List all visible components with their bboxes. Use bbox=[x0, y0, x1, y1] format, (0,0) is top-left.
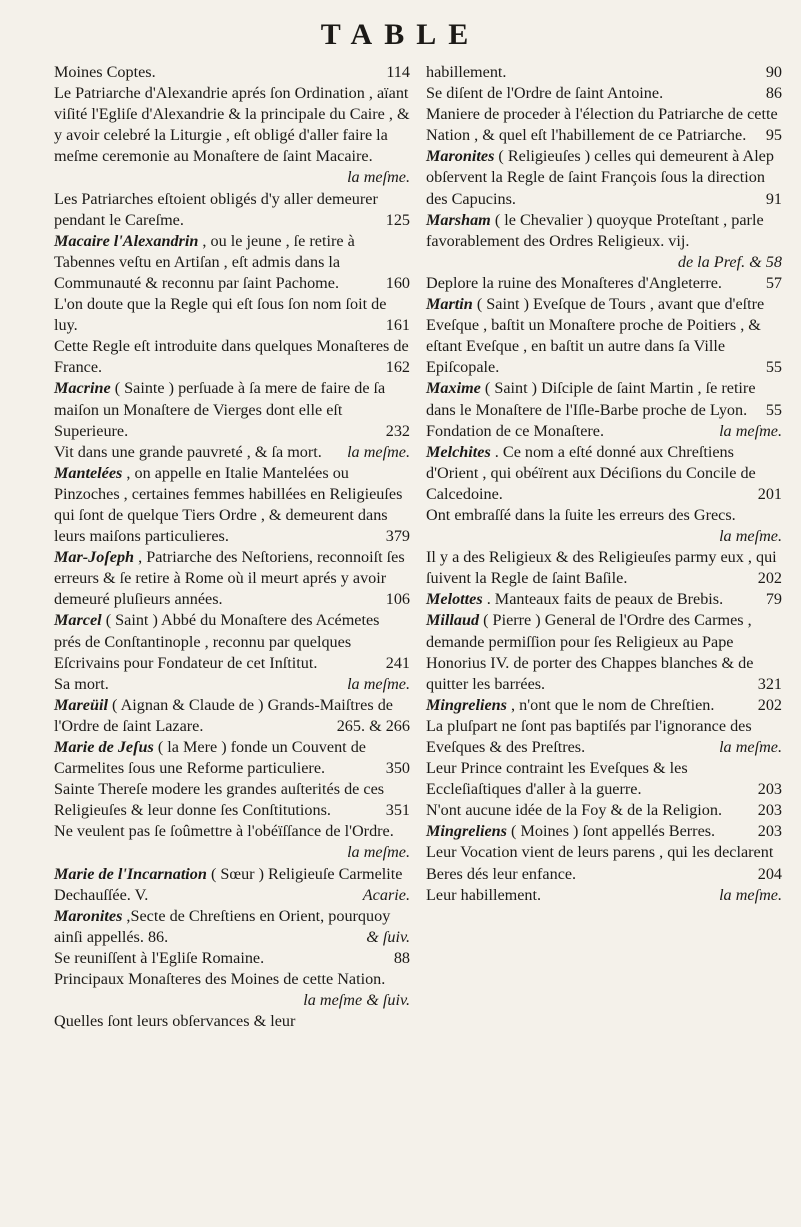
entry-text: La pluſpart ne ſont pas baptiſés par l'ignorance des Eveſques & des Preſtres. bbox=[426, 716, 752, 756]
entry-term: Maronites bbox=[54, 906, 127, 925]
entry-term: Macaire l'Alexandrin bbox=[54, 231, 203, 250]
entry-page-number: 350 bbox=[385, 759, 410, 778]
entry-term: Marie de l'Incarnation bbox=[54, 864, 211, 883]
index-entry bbox=[426, 421, 782, 442]
index-entry bbox=[426, 146, 782, 209]
entry-page-number: 202 bbox=[757, 695, 782, 714]
index-entry bbox=[426, 695, 782, 716]
entry-page-number: 125 bbox=[385, 210, 410, 229]
index-entry bbox=[54, 378, 410, 441]
entry-text: Ne veulent pas ſe ſoûmettre à l'obéïſſance de l'Ordre. bbox=[54, 822, 394, 841]
entry-term: Martin bbox=[426, 295, 477, 314]
entry-text: Vit dans une grande pauvreté , & ſa mort. bbox=[54, 442, 322, 461]
index-entry bbox=[54, 864, 410, 906]
entry-text: ( Saint ) Abbé du Monaſtere des Acémetes prés de Conſtantinople , reconnu par quelques Eſcrivains pour Fondateur de cet Inſtitut. bbox=[54, 611, 380, 672]
entry-text: Moines Coptes. bbox=[54, 63, 156, 81]
entry-reference: de la Pref. & 58 bbox=[677, 252, 782, 271]
entry-reference: la meſme & ſuiv. bbox=[303, 991, 410, 1010]
index-entry bbox=[426, 294, 782, 378]
index-entry bbox=[54, 336, 410, 378]
entry-page-number: 203 bbox=[757, 801, 782, 820]
index-entry bbox=[426, 885, 782, 906]
index-entry bbox=[54, 231, 410, 294]
entry-reference: la meſme. bbox=[347, 442, 410, 461]
index-entry bbox=[54, 442, 410, 463]
entry-text: N'ont aucune idée de la Foy & de la Religion. bbox=[426, 801, 723, 820]
entry-reference: la meſme. bbox=[719, 527, 782, 546]
index-entry bbox=[426, 758, 782, 800]
entry-page-number: 162 bbox=[385, 358, 410, 377]
entry-text: ( Pierre ) General de l'Ordre des Carmes , demande permiſſion pour ſes Religieux au Pape Honorius IV. de porter des Chappes blanches & de quitter les barrées. bbox=[426, 611, 754, 693]
entry-text: ( le Chevalier ) quoyque Proteſtant , parle favorablement des Ordres Religieux. vij. bbox=[426, 210, 764, 250]
index-entry bbox=[54, 294, 410, 336]
index-entry bbox=[54, 62, 410, 83]
entry-text: Fondation de ce Monaſtere. bbox=[426, 421, 605, 440]
entry-text: ( la Mere ) fonde un Couvent de Carmelites ſous une Reforme particuliere. bbox=[54, 738, 366, 778]
entry-text: ( Moines ) ſont appellés Berres. bbox=[511, 822, 716, 841]
index-entry bbox=[426, 83, 782, 104]
entry-term: Marcel bbox=[54, 611, 106, 630]
entry-page-number: 379 bbox=[385, 527, 410, 546]
entry-text: Principaux Monaſteres des Moines de cette Nation. bbox=[54, 970, 386, 989]
index-entry bbox=[426, 610, 782, 694]
index-entry bbox=[426, 442, 782, 505]
entry-page-number: 265. & 266 bbox=[336, 716, 410, 735]
entry-page-number: 202 bbox=[757, 569, 782, 588]
entry-term: Mantelées bbox=[54, 463, 127, 482]
index-entry bbox=[426, 716, 782, 758]
entry-term: Macrine bbox=[54, 379, 115, 398]
entry-text: Quelles ſont leurs obſervances & leur bbox=[54, 1012, 296, 1031]
entry-reference: Acarie. bbox=[362, 885, 410, 904]
entry-text: habillement. bbox=[426, 63, 507, 81]
entry-text: Leur Prince contraint les Eveſques & les Eccleſiaſtiques d'aller à la guerre. bbox=[426, 759, 688, 799]
entry-page-number: 88 bbox=[393, 948, 410, 967]
entry-text: , ou le jeune , ſe retire à Tabennes veſtu en Artiſan , eſt admis dans la Communauté & reconnu par ſaint Pachome. bbox=[54, 231, 355, 292]
entry-text: ( Saint ) Diſciple de ſaint Martin , ſe retire dans le Monaſtere de l'Iſle-Barbe proche de Lyon. bbox=[426, 379, 756, 419]
entry-page-number: 201 bbox=[757, 484, 782, 503]
entry-text: ( Sœur ) Religieuſe Carmelite Dechauſſée. V. bbox=[54, 864, 403, 904]
index-entry bbox=[426, 273, 782, 294]
entry-text: L'on doute que la Regle qui eſt ſous ſon nom ſoit de luy. bbox=[54, 295, 387, 335]
entry-page-number: 55 bbox=[765, 400, 782, 419]
entry-term: Mingreliens bbox=[426, 822, 512, 841]
entry-page-number: 203 bbox=[757, 780, 782, 799]
index-entry bbox=[426, 589, 782, 610]
index-entry bbox=[54, 547, 410, 610]
entry-page-number: 79 bbox=[765, 590, 782, 609]
entry-text: ( Aignan & Claude de ) Grands-Maiſtres de l'Ordre de ſaint Lazare. bbox=[54, 695, 393, 735]
entry-text: Sa mort. bbox=[54, 674, 109, 693]
index-entry bbox=[426, 104, 782, 146]
entry-term: Melchites bbox=[426, 442, 495, 461]
entry-page-number: 241 bbox=[385, 653, 410, 672]
index-entry bbox=[54, 906, 410, 948]
entry-page-number: 86 bbox=[765, 84, 782, 103]
index-entry bbox=[426, 378, 782, 420]
entry-term: Melottes bbox=[426, 590, 487, 609]
left-column bbox=[54, 62, 410, 1032]
entry-text: , Patriarche des Neſtoriens, reconnoiſt ſes erreurs & ſe retire à Rome où il meurt aprés y avoir demeuré pluſieurs années. bbox=[54, 548, 405, 609]
entry-text: Il y a des Religieux & des Religieuſes parmy eux , qui ſuivent la Regle de ſaint Baſile. bbox=[426, 548, 777, 588]
entry-page-number: 160 bbox=[385, 273, 410, 292]
entry-text: ( Sainte ) perſuade à ſa mere de faire de ſa maiſon un Monaſtere de Vierges dont elle eſt Superieure. bbox=[54, 379, 386, 440]
entry-page-number: 90 bbox=[765, 63, 782, 81]
entry-text: Se diſent de l'Ordre de ſaint Antoine. bbox=[426, 84, 664, 103]
entry-reference: la meſme. bbox=[347, 843, 410, 862]
right-column bbox=[426, 62, 782, 906]
entry-reference: la meſme. bbox=[719, 738, 782, 756]
index-entry bbox=[54, 674, 410, 695]
index-entry bbox=[54, 969, 410, 1011]
index-entry bbox=[54, 189, 410, 231]
index-entry bbox=[426, 210, 782, 273]
entry-page-number: 95 bbox=[765, 126, 782, 145]
entry-text: Leur Vocation vient de leurs parens , qui les declarent Beres dés leur enfance. bbox=[426, 843, 774, 883]
index-entry bbox=[426, 505, 782, 547]
entry-text: Maniere de proceder à l'élection du Patriarche de cette Nation , & quel eſt l'habillement de ce Patriarche. bbox=[426, 105, 778, 145]
index-entry bbox=[54, 948, 410, 969]
index-entry bbox=[54, 737, 410, 779]
entry-term: Mingreliens bbox=[426, 695, 512, 714]
entry-term: Mar-Joſeph bbox=[54, 548, 139, 567]
entry-term: Marie de Jeſus bbox=[54, 738, 158, 756]
entry-text: ( Religieuſes ) celles qui demeurent à Alep obſervent la Regle de ſaint François ſous la direction des Capucins. bbox=[426, 147, 774, 208]
entry-text: Le Patriarche d'Alexandrie aprés ſon Ordination , aïant viſité l'Egliſe d'Alexandrie & la principale du Caire , & y avoir celebré la Liturgie , eſt obligé d'aller faire la meſme ceremonie au Monaſtere de ſaint Macaire. bbox=[54, 84, 410, 166]
index-entry bbox=[54, 463, 410, 547]
entry-page-number: 55 bbox=[765, 358, 782, 377]
entry-term: Marsham bbox=[426, 210, 495, 229]
index-entry bbox=[54, 1011, 410, 1032]
entry-term: Maronites bbox=[426, 147, 499, 166]
entry-text: ( Saint ) Eveſque de Tours , avant que d'eſtre Eveſque , baſtit un Monaſtere proche de Poitiers , & eſtant Eveſque , en baſtit un autre dans ſa Ville Epiſcopale. bbox=[426, 295, 765, 377]
entry-reference: la meſme. bbox=[719, 421, 782, 440]
index-entry bbox=[54, 610, 410, 673]
entry-page-number: 351 bbox=[385, 801, 410, 820]
index-entry bbox=[426, 547, 782, 589]
index-entry bbox=[54, 779, 410, 821]
entry-text: Se reuniſſent à l'Egliſe Romaine. bbox=[54, 948, 265, 967]
entry-reference: la meſme. bbox=[719, 885, 782, 904]
entry-text: Sainte Thereſe modere les grandes auſterités de ces Religieuſes & leur donne ſes Conſtitutions. bbox=[54, 780, 385, 820]
entry-page-number: 57 bbox=[765, 273, 782, 292]
entry-page-number: 203 bbox=[757, 822, 782, 841]
page-header: TABLE bbox=[320, 18, 481, 51]
index-entry bbox=[54, 821, 410, 863]
index-entry bbox=[426, 62, 782, 83]
entry-text: Deplore la ruine des Monaſteres d'Angleterre. bbox=[426, 273, 722, 292]
entry-page-number: 114 bbox=[386, 63, 410, 81]
entry-text: Les Patriarches eſtoient obligés d'y aller demeurer pendant le Careſme. bbox=[54, 189, 378, 229]
entry-page-number: 321 bbox=[757, 674, 782, 693]
entry-reference: la meſme. bbox=[347, 168, 410, 187]
index-entry bbox=[54, 695, 410, 737]
entry-term: Millaud bbox=[426, 611, 484, 630]
index-entry bbox=[426, 800, 782, 821]
entry-term: Mareüil bbox=[54, 695, 113, 714]
index-entry bbox=[54, 83, 410, 188]
entry-term: Maxime bbox=[426, 379, 485, 398]
entry-reference: & ſuiv. bbox=[366, 927, 410, 946]
entry-page-number: 161 bbox=[385, 316, 410, 335]
entry-reference: la meſme. bbox=[347, 674, 410, 693]
entry-page-number: 232 bbox=[385, 421, 410, 440]
entry-text: . Manteaux faits de peaux de Brebis. bbox=[486, 590, 724, 609]
entry-text: , on appelle en Italie Mantelées ou Pinzoches , certaines femmes habillées en Religieuſes qui ſont de quelque Tiers Ordre , & demeurent dans leurs maiſons particulieres. bbox=[54, 463, 403, 546]
index-entry bbox=[426, 821, 782, 842]
entry-page-number: 91 bbox=[765, 189, 782, 208]
entry-page-number: 204 bbox=[757, 864, 782, 883]
entry-page-number: 106 bbox=[385, 590, 410, 609]
entry-text: . Ce nom a eſté donné aux Chreſtiens d'Orient , qui obéïrent aux Déciſions du Concile de Calcedoine. bbox=[426, 442, 756, 503]
entry-text: ,Secte de Chreſtiens en Orient, pourquoy ainſi appellés. 86. bbox=[54, 906, 391, 946]
index-entry bbox=[426, 842, 782, 884]
entry-text: Ont embraſſé dans la ſuite les erreurs des Grecs. bbox=[426, 505, 736, 524]
entry-text: , n'ont que le nom de Chreſtien. bbox=[511, 695, 715, 714]
entry-text: Cette Regle eſt introduite dans quelques Monaſteres de France. bbox=[54, 337, 409, 377]
entry-text: Leur habillement. bbox=[426, 885, 542, 904]
